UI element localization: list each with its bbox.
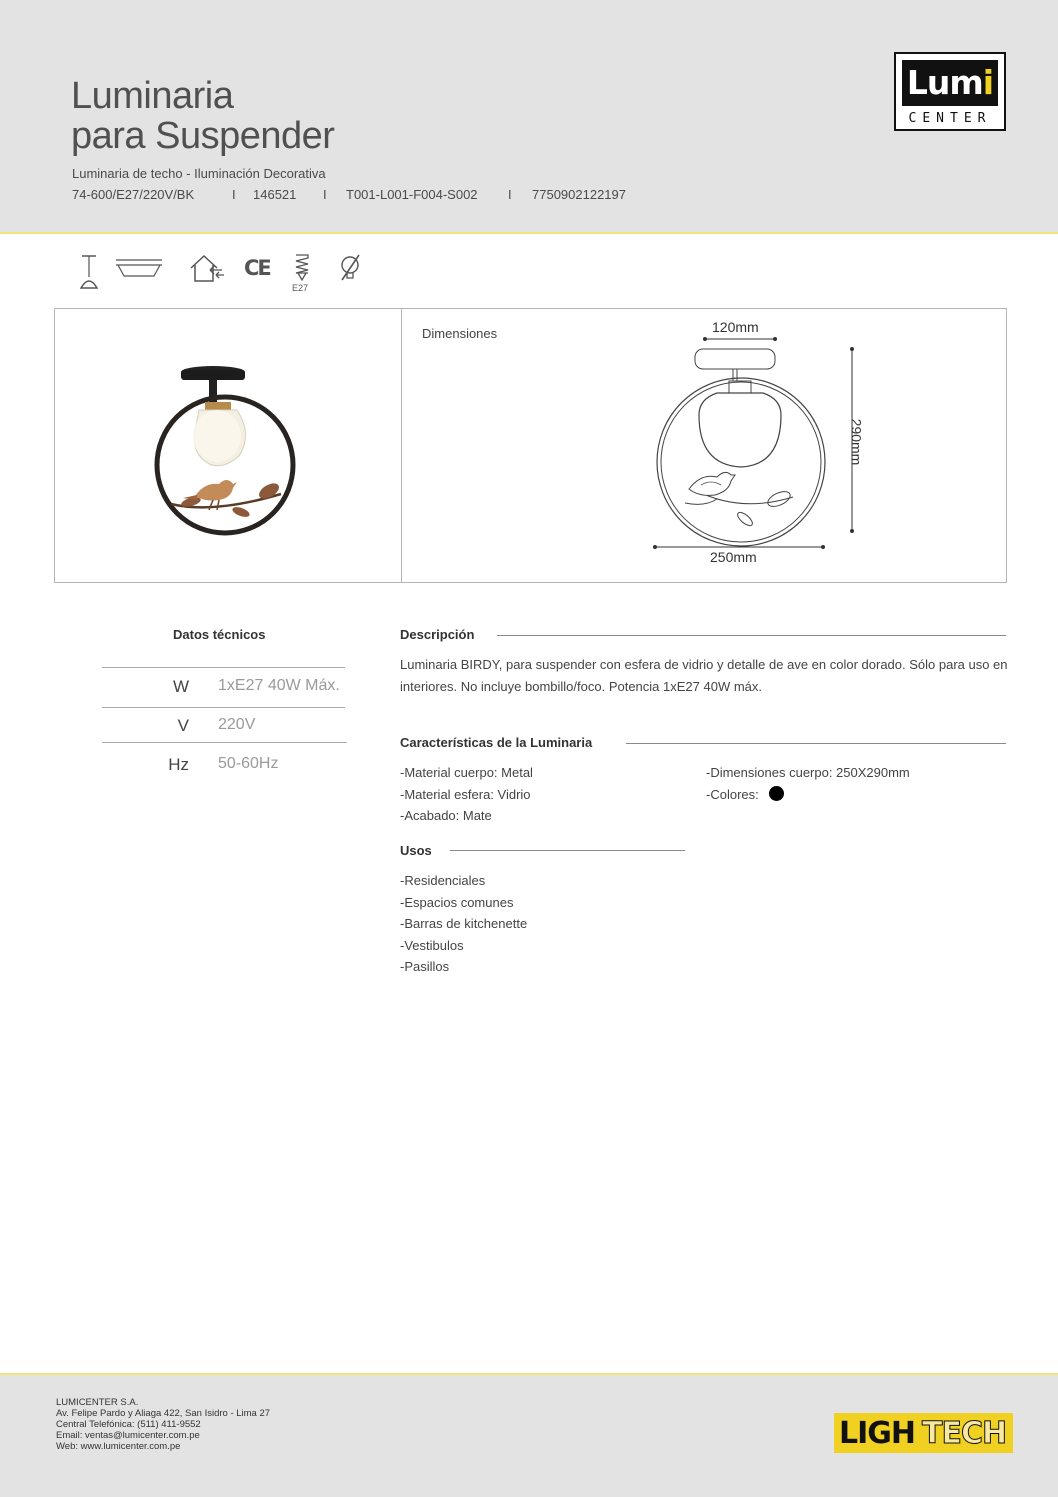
page-title — [71, 76, 334, 156]
divider — [497, 635, 1006, 636]
logo-subtext: CENTER — [908, 111, 992, 126]
list-item: -Pasillos — [400, 959, 450, 974]
description-title: Descripción — [400, 627, 475, 642]
dimension-top: 120mm — [712, 319, 759, 335]
code-separator: I — [323, 187, 327, 202]
spec-key: W — [172, 677, 189, 696]
code-separator: I — [508, 187, 512, 202]
surface-mount-icon — [114, 252, 164, 282]
spec-value: 220V — [218, 716, 256, 733]
e27-label: E27 — [292, 283, 309, 293]
features-title: Características de la Luminaria — [400, 735, 593, 750]
colors-label: -Colores: — [706, 786, 759, 802]
item-code: 146521 — [253, 187, 297, 202]
email-line[interactable]: Email: ventas@lumicenter.com.pe — [56, 1430, 200, 1441]
uses-title: Usos — [400, 843, 432, 858]
ce-mark-icon: CE — [244, 256, 270, 280]
spec-value: 50-60Hz — [218, 755, 279, 772]
company-address — [56, 1397, 270, 1452]
divider — [450, 850, 685, 851]
dimension-height: 290mm — [848, 418, 865, 466]
spec-value: 1xE27 40W Máx. — [218, 677, 340, 694]
uses-list — [400, 870, 527, 978]
list-item: -Material cuerpo: Metal — [400, 765, 533, 780]
feature-icons — [72, 252, 392, 296]
color-swatch-black — [769, 786, 784, 801]
brand-text-b: TECH — [922, 1416, 1007, 1451]
company-name: LUMICENTER S.A. — [56, 1397, 139, 1408]
spec-row-voltage — [102, 708, 346, 746]
subtitle: Luminaria de techo - Iluminación Decorativa — [72, 166, 326, 181]
colors-item — [706, 784, 910, 806]
indoor-use-icon — [188, 252, 226, 284]
list-item: -Residenciales — [400, 873, 486, 888]
logo-text: Lum — [906, 63, 983, 102]
list-item: -Acabado: Mate — [400, 808, 492, 823]
spec-row-frequency — [102, 747, 346, 785]
divider — [626, 743, 1006, 744]
logo-text-accent: i — [982, 63, 994, 102]
dimensions-label: Dimensiones — [422, 326, 498, 341]
web-line[interactable]: Web: www.lumicenter.com.pe — [56, 1441, 181, 1452]
lumicenter-logo — [894, 52, 1006, 131]
divider — [102, 667, 345, 668]
header — [0, 0, 1058, 234]
features-list-right — [706, 762, 910, 805]
phone-line: Central Telefónica: (511) 411-9552 — [56, 1419, 201, 1430]
list-item: -Barras de kitchenette — [400, 916, 528, 931]
description-text: Luminaria BIRDY, para suspender con esfera de vidrio y detalle de ave en color dorado. Sólo para uso en interiores. No incluye bombillo/foco. Potencia 1xE27 40W máx. — [400, 657, 1008, 694]
spec-key: V — [177, 716, 189, 735]
pendant-lamp-icon — [78, 252, 100, 292]
no-dimmable-icon — [338, 252, 362, 284]
technical-data-title: Datos técnicos — [173, 627, 266, 642]
address-line: Av. Felipe Pardo y Aliaga 422, San Isidro - Lima 27 — [56, 1408, 271, 1419]
model-code: 74-600/E27/220V/BK — [72, 187, 195, 202]
lightech-logo — [834, 1413, 1013, 1453]
list-item: -Material esfera: Vidrio — [400, 786, 531, 802]
list-item: -Vestibulos — [400, 937, 464, 953]
ean-code: 7750902122197 — [532, 187, 626, 202]
panel-divider — [401, 309, 402, 582]
list-item: -Espacios comunes — [400, 894, 514, 910]
brand-text-a: LIGH — [839, 1416, 916, 1451]
dimension-drawing — [645, 319, 875, 564]
spec-key: Hz — [168, 755, 189, 774]
e27-bulb-icon — [291, 252, 313, 282]
reference-code: T001-L001-F004-S002 — [346, 187, 478, 202]
product-photo — [153, 364, 303, 549]
spec-row-watts — [102, 669, 346, 707]
product-image-panel — [54, 308, 1007, 583]
features-list-left — [400, 762, 533, 827]
list-item: -Dimensiones cuerpo: 250X290mm — [706, 765, 910, 780]
divider — [102, 742, 347, 743]
title-line-2: para Suspender — [71, 115, 335, 157]
dimension-width: 250mm — [710, 549, 757, 565]
footer — [0, 1373, 1058, 1497]
title-line-1: Luminaria — [71, 75, 234, 117]
code-separator: I — [232, 187, 236, 202]
